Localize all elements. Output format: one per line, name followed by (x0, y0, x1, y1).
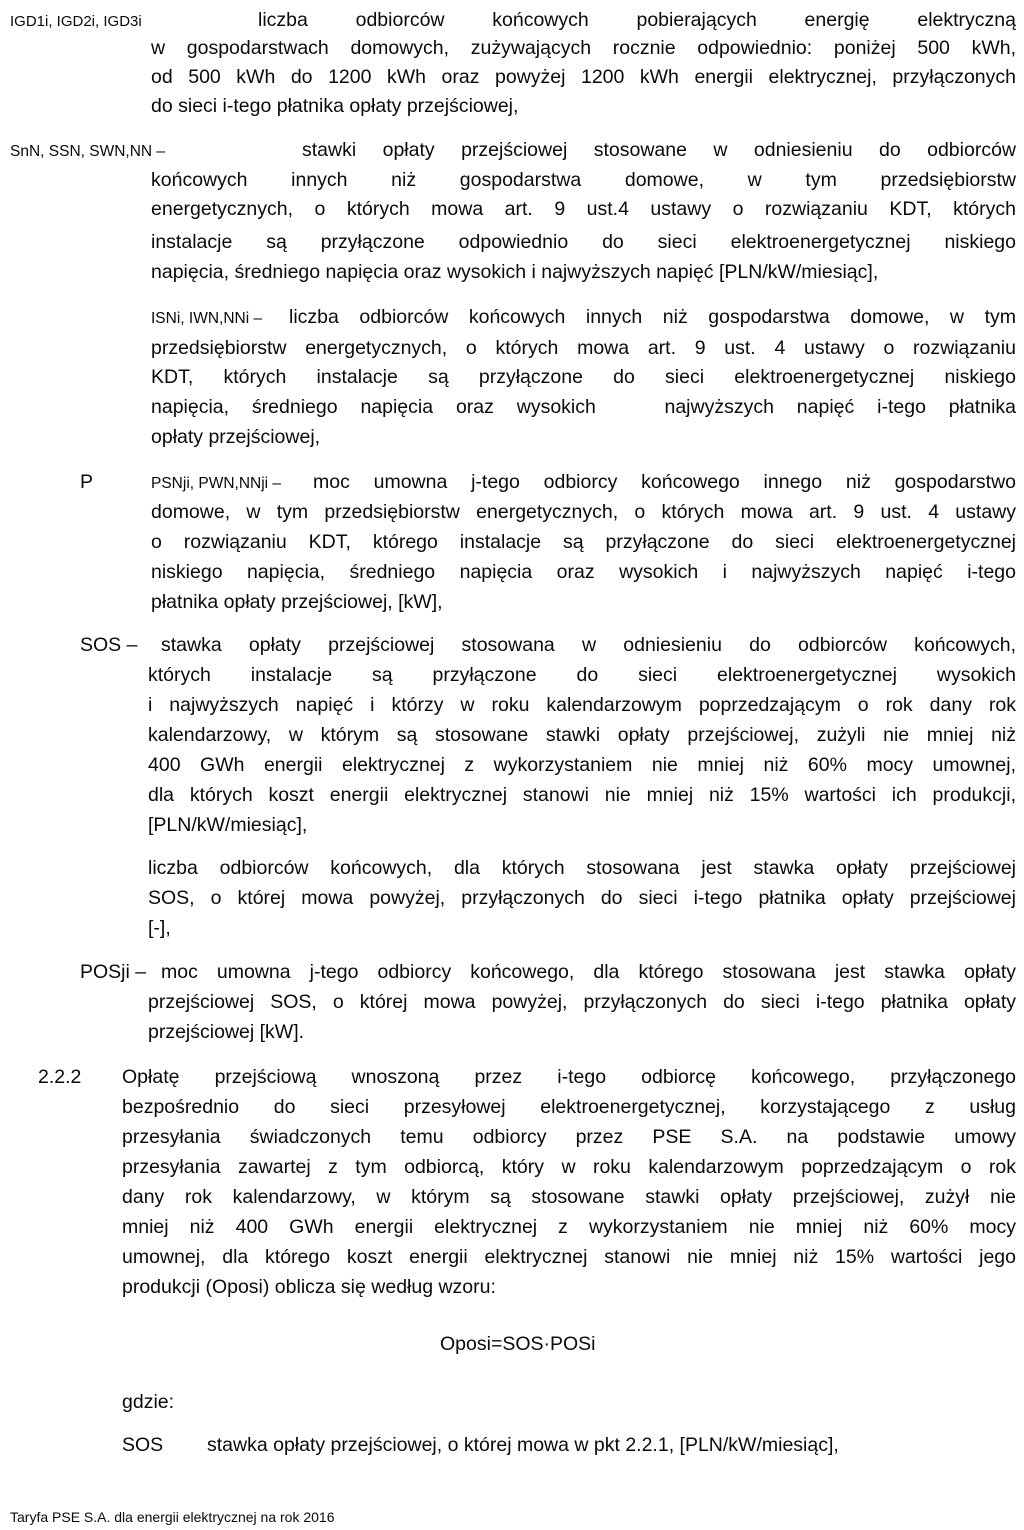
def-sos-line-7: [PLN/kW/miesiąc], (148, 814, 308, 836)
def-psn-line-2: domowe, w tym przedsiębiorstw energetycznych, o których mowa art. 9 ust. 4 ustawy (151, 501, 1016, 523)
def-snn-line-2: końcowych innych niż gospodarstwa domowe, w tym przedsiębiorstw (151, 169, 1016, 191)
def-isn-line-1: liczba odbiorców końcowych innych niż gospodarstwa domowe, w tym (289, 306, 1016, 328)
symbol-posji (80, 960, 146, 984)
symbol-posji-text: POSji – (80, 961, 147, 983)
def-sos-line-1: stawka opłaty przejściowej stosowana w odniesieniu do odbiorców końcowych, (161, 634, 1016, 656)
def-sos-line-3: i najwyższych napięć i którzy w roku kalendarzowym poprzedzającym o rok dany rok (148, 694, 1016, 716)
symbol-igd (10, 8, 142, 34)
symbol-psn-text: PSNji, PWN,NNji – (151, 475, 282, 492)
def-sos-line-6: dla których koszt energii elektrycznej stanowi nie mniej niż 15% wartości ich produkcji, (148, 784, 1016, 806)
def-psn-line-5: płatnika opłaty przejściowej, [kW], (151, 591, 443, 613)
def-sos-line-4: kalendarzowy, w którym są stosowane stawki opłaty przejściowej, zużyli nie mniej niż (148, 724, 1016, 746)
def-sos-line-5: 400 GWh energii elektrycznej z wykorzystaniem nie mniej niż 60% mocy umownej, (148, 754, 1016, 776)
def-posji-line-1: moc umowna j-tego odbiorcy końcowego, dla którego stosowana jest stawka opłaty (161, 961, 1016, 983)
def-isn-line-5: opłaty przejściowej, (151, 426, 321, 448)
symbol-isn-text: ISNi, IWN,NNi – (151, 310, 263, 327)
def-psn-line-3: o rozwiązaniu KDT, którego instalacje są przyłączone do sieci elektroenergetycznej (151, 531, 1016, 553)
symbol-snn-text: SnN, SSN, SWN,NN – (10, 143, 166, 160)
section-line-1: Opłatę przejściową wnoszoną przez i-tego odbiorcę końcowego, przyłączonego (122, 1066, 1016, 1088)
symbol-p-prefix: P (80, 471, 94, 493)
symbol-sos-text: SOS – (80, 634, 138, 656)
symbol-psn (151, 470, 281, 496)
def-psn-line-4: niskiego napięcia, średniego napięcia oraz wysokich i najwyższych napięć i-tego (151, 561, 1016, 583)
def-igd-line-3: od 500 kWh do 1200 kWh oraz powyżej 1200 kWh energii elektrycznej, przyłączonych (151, 66, 1016, 88)
def-posji-line-3: przejściowej [kW]. (148, 1021, 305, 1043)
section-line-3: przesyłania świadczonych temu odbiorcy przez PSE S.A. na podstawie umowy (122, 1126, 1016, 1148)
def-igd-line-2: w gospodarstwach domowych, zużywających rocznie odpowiednio: poniżej 500 kWh, (151, 37, 1016, 59)
section-line-7: umownej, dla którego koszt energii elektrycznej stanowi nie mniej niż 15% wartości jego (122, 1246, 1016, 1268)
formula: Oposi=SOS·POSi (440, 1333, 596, 1355)
def-count-line-1: liczba odbiorców końcowych, dla których stosowana jest stawka opłaty przejściowej (148, 857, 1016, 879)
symbol-sos (80, 633, 137, 657)
def-igd-line-4: do sieci i-tego płatnika opłaty przejściowej, (151, 95, 519, 117)
def-snn-line-4: instalacje są przyłączone odpowiednio do sieci elektroenergetycznej niskiego (151, 231, 1016, 253)
section-line-8: produkcji (Oposi) oblicza się według wzoru: (122, 1276, 496, 1298)
symbol-isn (151, 305, 262, 331)
def-snn-line-5: napięcia, średniego napięcia oraz wysokich i najwyższych napięć [PLN/kW/miesiąc], (151, 261, 879, 283)
def-isn-line-2: przedsiębiorstw energetycznych, o których mowa art. 9 ust. 4 ustawy o rozwiązaniu (151, 337, 1016, 359)
page-footer: Taryfa PSE S.A. dla energii elektrycznej na rok 2016 (10, 1509, 335, 1525)
def-posji-line-2: przejściowej SOS, o której mowa powyżej, przyłączonych do sieci i-tego płatnika opłaty (148, 991, 1016, 1013)
symbol-snn (10, 138, 165, 164)
def-sos-line-2: których instalacje są przyłączone do sieci elektroenergetycznej wysokich (148, 664, 1016, 686)
where-label: gdzie: (122, 1391, 175, 1413)
def-count-line-2: SOS, o której mowa powyżej, przyłączonych do sieci i-tego płatnika opłaty przejściowej (148, 887, 1016, 909)
where-symbol: SOS (122, 1434, 164, 1456)
def-snn-line-1: stawki opłaty przejściowej stosowane w odniesieniu do odbiorców (302, 139, 1016, 161)
symbol-igd-text: IGD1i, IGD2i, IGD3i (10, 13, 142, 30)
section-line-5: dany rok kalendarzowy, w którym są stosowane stawki opłaty przejściowej, zużył nie (122, 1186, 1016, 1208)
section-number: 2.2.2 (38, 1066, 82, 1088)
def-isn-line-4: napięcia, średniego napięcia oraz wysokich najwyższych napięć i-tego płatnika (151, 396, 1016, 418)
def-count-line-3: [-], (148, 917, 171, 939)
section-line-6: mniej niż 400 GWh energii elektrycznej z wykorzystaniem nie mniej niż 60% mocy (122, 1216, 1016, 1238)
def-psn-line-1: moc umowna j-tego odbiorcy końcowego innego niż gospodarstwo (313, 471, 1016, 493)
section-line-2: bezpośrednio do sieci przesyłowej elektroenergetycznej, korzystającego z usług (122, 1096, 1016, 1118)
def-igd-line-1: liczba odbiorców końcowych pobierających energię elektryczną (258, 9, 1016, 31)
section-line-4: przesyłania zawartej z tym odbiorcą, który w roku kalendarzowym poprzedzającym o rok (122, 1156, 1016, 1178)
def-snn-line-3: energetycznych, o których mowa art. 9 ust.4 ustawy o rozwiązaniu KDT, których (151, 198, 1016, 220)
where-text: stawka opłaty przejściowej, o której mowa w pkt 2.2.1, [PLN/kW/miesiąc], (207, 1434, 839, 1456)
def-isn-line-3: KDT, których instalacje są przyłączone do sieci elektroenergetycznej niskiego (151, 366, 1016, 388)
